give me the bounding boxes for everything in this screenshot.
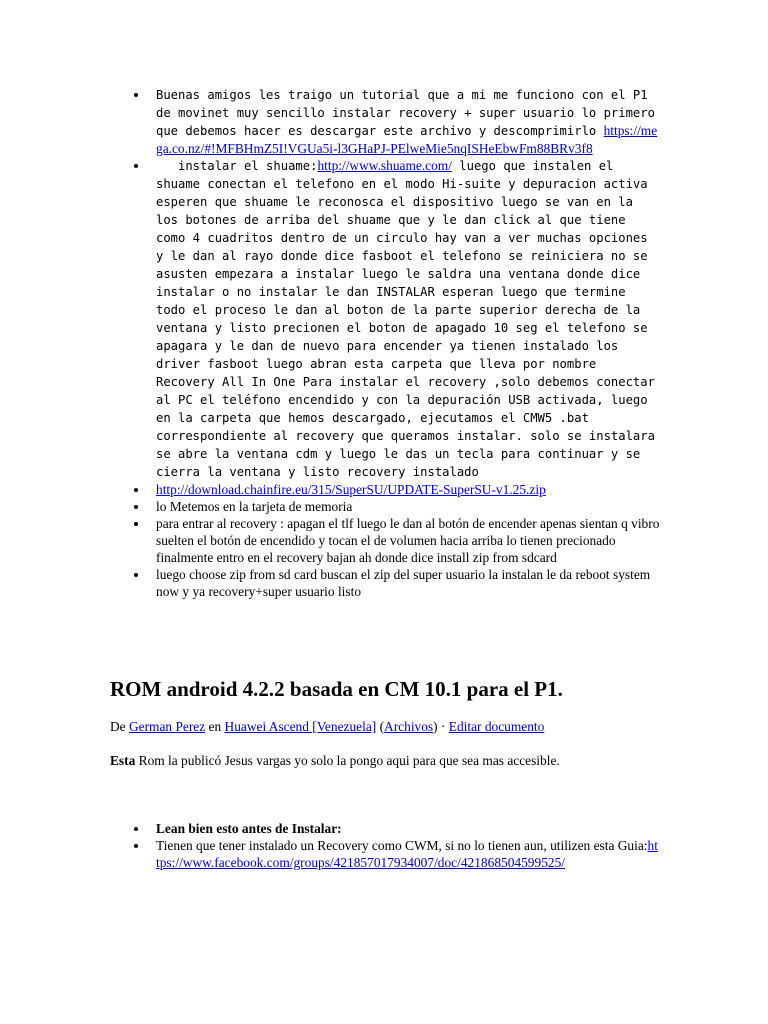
step-text: instalar el shuame: [156, 159, 318, 173]
list-item [131, 837, 661, 871]
list-item [131, 820, 661, 837]
shuame-link[interactable]: http://www.shuame.com/ [317, 158, 452, 173]
step-text: Buenas amigos les traigo un tutorial que a mi me funciono con el P1 de movinet muy sencillo instalar recovery + super usuario lo primero que debemos hacer es descargar este archivo y descomprimirlo [156, 88, 655, 138]
step-text: luego que instalen el shuame conectan el telefono en el modo Hi-suite y depuracion activa esperen que shuame le reconosca el dispositivo luego se van en la los botones de arriba del shuame que y le dan click al que tiene como 4 cuadritos dentro de un circulo hay van a ver muchas opciones y le dan al rayo donde dice fasboot el telefono se reiniciera no se asusten empezara a instalar luego le saldra una ventana donde dice instalar o no instalar le dan INSTALAR esperan luego que termine todo el proceso le dan al boton de la parte superior derecha de la ventana y listo precionen el boton de apagado 10 seg el telefono se apagara y le dan de nuevo para encender ya tienen instalado los driver fasboot luego abran esta carpeta que lleva por nombre Recovery All In One Para instalar el recovery ,solo debemos conectar al PC el teléfono encendido y con la depuración USB activada, luego en la carpeta que hemos descargado, ejecutamos el CMW5 .bat correspondiente al recovery que queramos instalar. solo se instalara se abre la ventana cdm y luego le das un tecla para continuar y se cierra la ventana y listo recovery instalado [156, 159, 655, 479]
list-item [131, 157, 661, 481]
step-text: luego choose zip from sd card buscan el zip del super usuario la instalan le da reboot system now y ya recovery+super usuario listo [156, 567, 651, 599]
byline-en: en [205, 719, 225, 734]
byline-de: De [110, 719, 129, 734]
instructions-list [131, 820, 661, 871]
archivos-link[interactable]: Archivos [384, 719, 434, 734]
step-text: lo Metemos en la tarjeta de memoria [156, 499, 353, 514]
list-item [131, 86, 661, 157]
group-link[interactable]: Huawei Ascend [Venezuela] [224, 719, 377, 734]
step-text: Tienen que tener instalado un Recovery como CWM, si no lo tienen aun, utilizen esta Guia: [156, 838, 648, 853]
edit-document-link[interactable]: Editar documento [448, 719, 545, 734]
mega-download-link[interactable]: https://mega.co.nz/#!MFBHmZ5I!VGUa5i-l3GHaPJ-PElweMie5nqISHeEbwFm88BRv3f8 [156, 123, 658, 156]
byline-paren-open: ( [376, 719, 385, 734]
intro-bold: Esta [110, 753, 136, 768]
list-item [131, 481, 661, 498]
page-title: ROM android 4.2.2 basada en CM 10.1 para el P1. [110, 677, 563, 701]
step-text: para entrar al recovery : apagan el tlf luego le dan al botón de encender apenas sientan q vibro suelten el botón de encendido y tocan el de volumen hacia arriba lo tienen precionado finalmente entro en el recovery bajan ah donde dice install zip from sdcard [156, 516, 660, 565]
byline [110, 718, 544, 736]
warning-heading: Lean bien esto antes de Instalar: [156, 821, 342, 836]
supersu-download-link[interactable]: http://download.chainfire.eu/315/SuperSU/UPDATE-SuperSU-v1.25.zip [156, 482, 546, 497]
list-item [131, 498, 661, 515]
list-item [131, 566, 661, 600]
tutorial-steps-list [131, 86, 661, 600]
intro-paragraph [110, 752, 560, 770]
author-link[interactable]: German Perez [128, 719, 206, 734]
facebook-guide-link[interactable]: https://www.facebook.com/groups/421857017934007/doc/421868504599525/ [156, 838, 658, 870]
byline-paren-close: ) · [433, 719, 449, 734]
list-item [131, 515, 661, 566]
intro-text: Rom la publicó Jesus vargas yo solo la pongo aqui para que sea mas accesible. [135, 753, 560, 768]
